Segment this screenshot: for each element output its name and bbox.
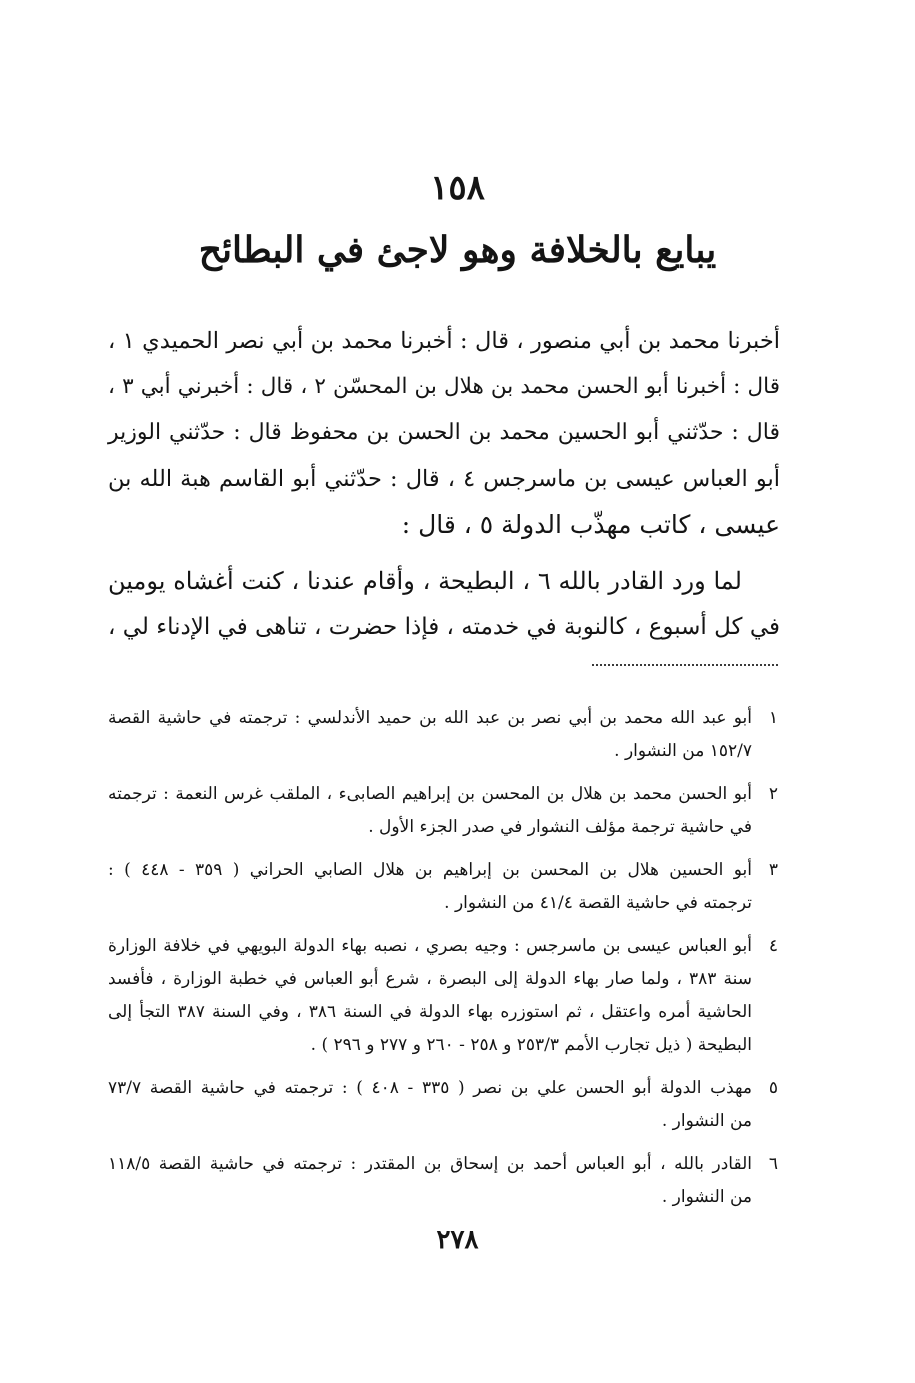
- footnote-line: من النشوار .: [661, 1187, 752, 1207]
- body-line: قال : أخبرنا أبو الحسن محمد بن هلال بن المحسّن ٢ ، قال : أخبرني أبي ٣ ،: [108, 374, 780, 399]
- footnote-number: ٦: [768, 1154, 778, 1174]
- footnote-line: البطيحة ( ذيل تجارب الأمم ٢٥٣/٣ و ٢٥٨ - ٢٦٠ و ٢٧٧ و ٢٩٦ ) .: [310, 1035, 752, 1055]
- footnote-number: ٢: [768, 784, 778, 804]
- footnote-line: أبو عبد الله محمد بن أبي نصر بن عبد الله بن حميد الأندلسي : ترجمته في حاشية القصة: [108, 708, 752, 728]
- footnote: [108, 930, 778, 1062]
- footnote-number: ١: [768, 708, 778, 728]
- footnote-line: أبو الحسين هلال بن المحسن بن إبراهيم بن هلال الصابي الحراني ( ٣٥٩ - ٤٤٨ ) :: [108, 860, 752, 880]
- footnote-line: القادر بالله ، أبو العباس أحمد بن إسحاق بن المقتدر : ترجمته في حاشية القصة ١١٨/٥: [108, 1154, 752, 1174]
- footnote-number: ٤: [768, 936, 778, 956]
- footnote: [108, 1072, 778, 1138]
- footnote-number: ٥: [768, 1078, 778, 1098]
- footnote: [108, 854, 778, 920]
- body-line: عيسى ، كاتب مهذّب الدولة ٥ ، قال :: [401, 510, 780, 539]
- story-title: يبايع بالخلافة وهو لاجئ في البطائح: [198, 229, 717, 271]
- footnote-line: الحاشية أمره واعتقل ، ثم استوزره بهاء الدولة في السنة ٣٨٦ ، وفي السنة ٣٨٧ التجأ إلى: [108, 1002, 753, 1022]
- footnote-line: أبو العباس عيسى بن ماسرجس : وجيه بصري ، نصبه بهاء الدولة البويهي في خلافة الوزارة: [108, 936, 752, 956]
- body-text: [108, 318, 780, 650]
- footnote: [108, 702, 778, 768]
- footnote-line: مهذب الدولة أبو الحسن علي بن نصر ( ٣٣٥ - ٤٠٨ ) : ترجمته في حاشية القصة ٧٣/٧: [108, 1078, 752, 1098]
- footnote: [108, 778, 778, 844]
- footnote-line: ١٥٢/٧ من النشوار .: [614, 741, 752, 761]
- footnote-line: أبو الحسن محمد بن هلال بن المحسن بن إبراهيم الصابىء ، الملقب غرس النعمة : ترجمته: [108, 784, 752, 804]
- story-number: ١٥٨: [430, 168, 485, 208]
- body-line: أبو العباس عيسى بن ماسرجس ٤ ، قال : حدّثني أبو القاسم هبة الله بن: [108, 466, 780, 492]
- page-number: ٢٧٨: [436, 1225, 479, 1255]
- body-line: قال : حدّثني أبو الحسين محمد بن الحسن بن محفوظ قال : حدّثني الوزير: [108, 420, 780, 445]
- footnotes: [108, 702, 778, 1224]
- body-line: في كل أسبوع ، كالنوبة في خدمته ، فإذا حضرت ، تناهى في الإدناء لي ،: [108, 614, 780, 640]
- footnote-separator: [592, 664, 778, 666]
- footnote: [108, 1148, 778, 1214]
- footnote-line: من النشوار .: [661, 1111, 752, 1131]
- body-line: أخبرنا محمد بن أبي منصور ، قال : أخبرنا محمد بن أبي نصر الحميدي ١ ،: [108, 328, 780, 354]
- footnote-line: في حاشية ترجمة مؤلف النشوار في صدر الجزء الأول .: [368, 817, 752, 837]
- footnote-line: سنة ٣٨٣ ، ولما صار بهاء الدولة إلى البصرة ، شرع أبو العباس في خطبة الوزارة ، فأفسد: [108, 969, 752, 989]
- body-line: لما ورد القادر بالله ٦ ، البطيحة ، وأقام عندنا ، كنت أغشاه يومين: [108, 567, 742, 595]
- footnote-number: ٣: [768, 860, 778, 880]
- footnote-line: ترجمته في حاشية القصة ٤١/٤ من النشوار .: [444, 893, 752, 913]
